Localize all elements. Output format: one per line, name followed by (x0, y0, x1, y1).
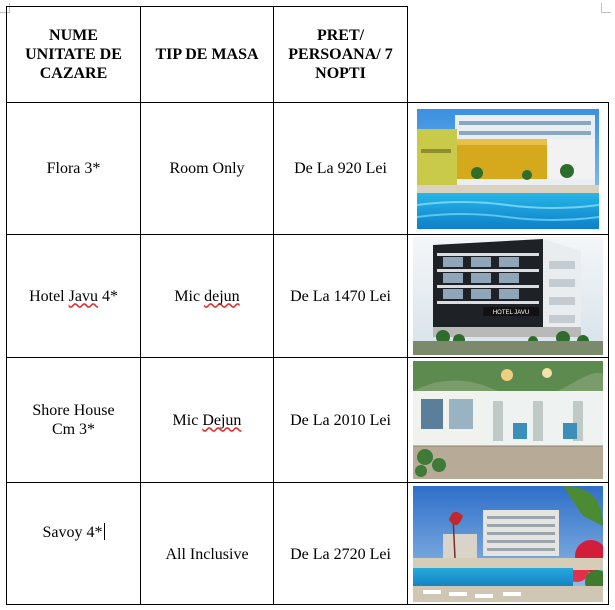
cell-meal (141, 483, 274, 605)
price: De La 2010 Lei (290, 411, 391, 429)
header-meal-type (141, 7, 274, 103)
accommodation-name-misspelled: Javu (68, 287, 98, 305)
accommodation-name: Flora 3* (46, 160, 101, 177)
cell-name (7, 235, 141, 358)
cell-photo (408, 235, 609, 358)
header-photo-empty (408, 7, 609, 103)
header-price (274, 7, 408, 103)
cell-photo (408, 358, 609, 483)
header-name-line2: UNITATE DE (25, 46, 122, 63)
header-row (7, 7, 609, 103)
meal-type: Room Only (169, 160, 245, 177)
cell-price (274, 235, 408, 358)
cell-photo (408, 483, 609, 605)
cell-photo (408, 103, 609, 235)
meal-type-part: Mic (172, 411, 203, 429)
cell-price (274, 483, 408, 605)
header-accommodation-name (7, 7, 141, 103)
hotel-javu-photo (413, 237, 603, 355)
header-name-line3: CAZARE (39, 65, 108, 82)
hotel-flora-photo (417, 109, 599, 229)
price: De La 920 Lei (294, 160, 387, 177)
header-price-line1: PRET/ (316, 27, 365, 44)
shore-house-photo (413, 361, 603, 479)
price: De La 1470 Lei (290, 287, 391, 305)
table-row (7, 235, 609, 358)
cell-price (274, 358, 408, 483)
header-meal-label: TIP DE MASA (155, 46, 259, 63)
accommodation-name-part: Hotel (29, 287, 69, 305)
text-cursor (104, 523, 105, 540)
meal-type-part: Mic (174, 287, 205, 305)
cell-meal (141, 235, 274, 358)
accommodation-name-stars: 4* (97, 287, 118, 305)
table-row (7, 358, 609, 483)
cell-name (7, 103, 141, 235)
accommodation-table (6, 6, 609, 605)
table-row (7, 483, 609, 605)
accommodation-name-line1: Shore House (32, 402, 115, 419)
cell-meal (141, 103, 274, 235)
accommodation-name: Savoy 4* (42, 524, 103, 541)
cell-price (274, 103, 408, 235)
header-name-line1: NUME (49, 27, 98, 44)
cell-name (7, 483, 141, 605)
cell-name (7, 358, 141, 483)
accommodation-name-line2: Cm 3* (51, 421, 96, 438)
meal-type-misspelled: dejun (204, 287, 240, 305)
photo-sign-text: HOTEL JAVU (492, 310, 530, 316)
meal-type: All Inclusive (165, 546, 249, 563)
header-price-line3: NOPTI (315, 65, 366, 82)
header-price-line2: PERSOANA/ 7 (288, 46, 393, 63)
cell-meal (141, 358, 274, 483)
hotel-savoy-photo (413, 486, 603, 602)
price: De La 2720 Lei (290, 546, 391, 563)
table-row (7, 103, 609, 235)
meal-type-misspelled: Dejun (202, 411, 242, 429)
